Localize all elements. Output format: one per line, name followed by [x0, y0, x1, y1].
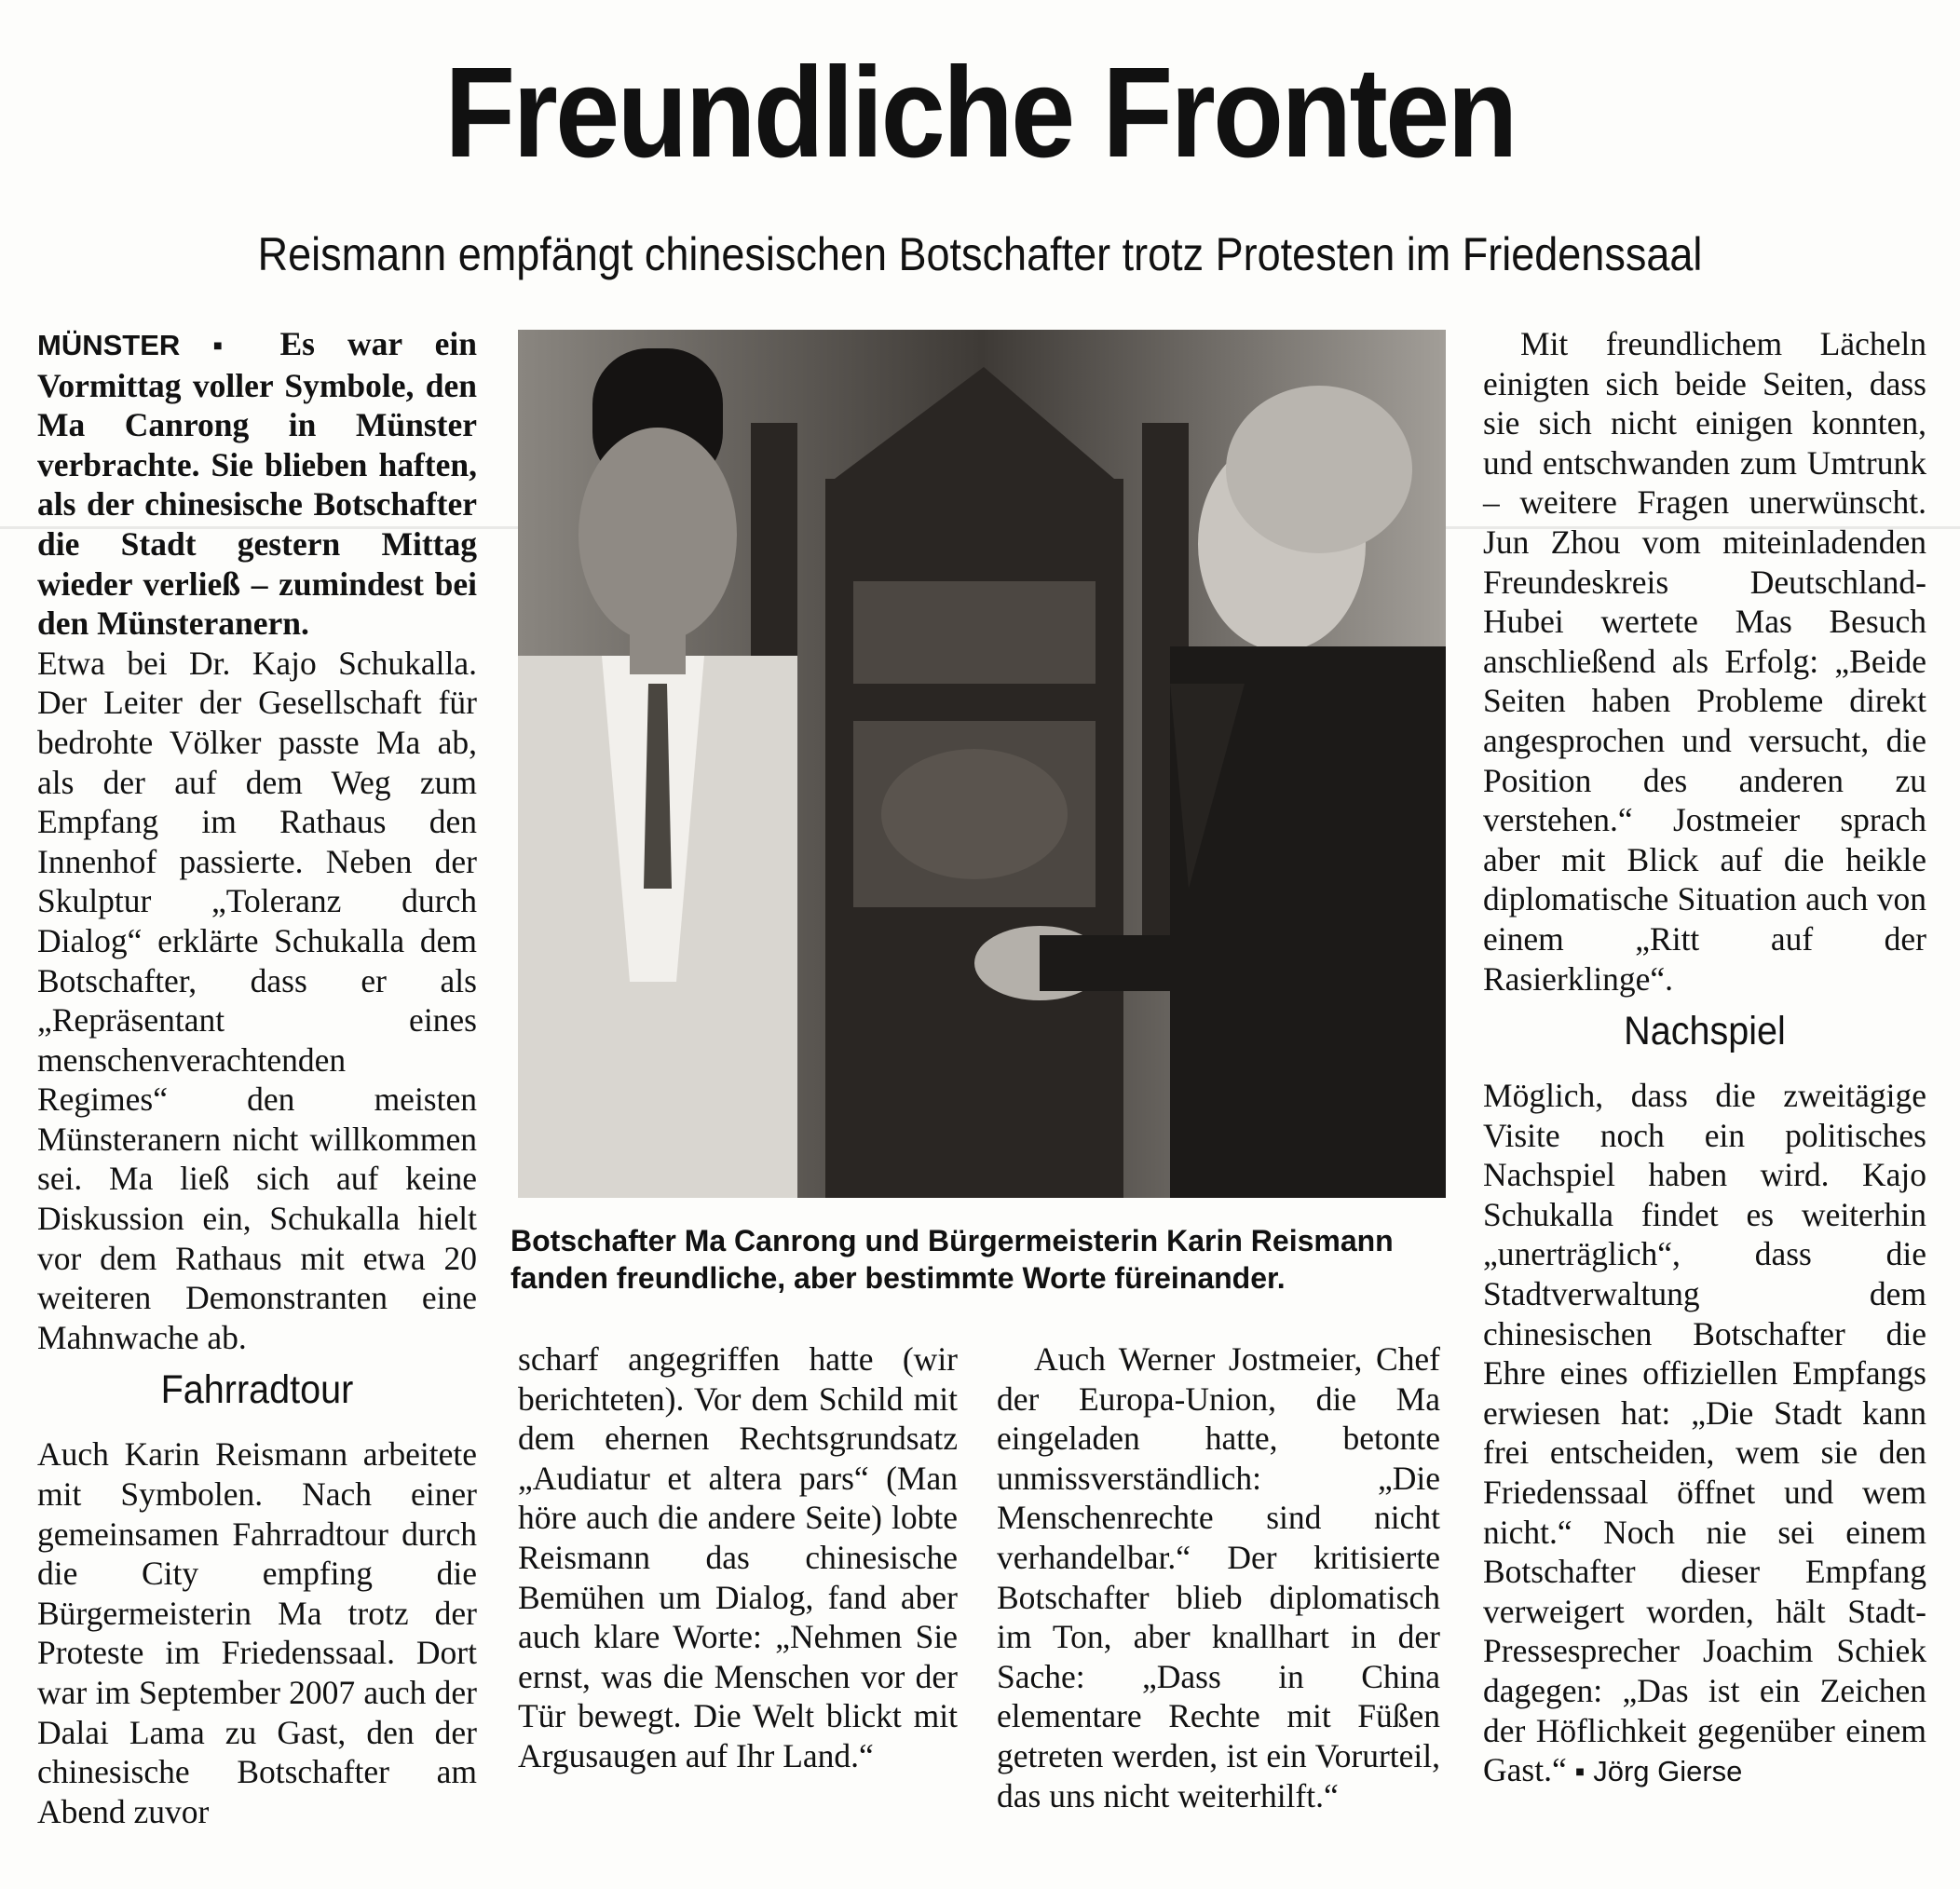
article-photo	[518, 330, 1446, 1198]
body-paragraph: Mit freundlichem Lächeln einigten sich beide Seiten, dass sie sich nicht einigen konnten, und entschwanden zum Umtrunk – weitere Fragen unerwünscht. Jun Zhou vom miteinladenden Freundeskreis Deutschland-Hubei wertete Mas Besuch anschließend als Erfolg: „Beide Seiten haben Probleme direkt angesprochen und versucht, die Position des anderen zu verstehen.“ Jostmeier sprach aber mit Blick auf die heikle diplomatische Situation auch von einem „Ritt auf der Rasierklinge“.	[1483, 325, 1926, 998]
body-text: Möglich, dass die zweitägige Visite noch ein politisches Nachspiel haben wird. Kajo Schukalla findet es weiterhin „unerträglich“, dass die Stadtverwaltung dem chinesischen Botschafter die Ehre eines offiziellen Empfangs erwiesen hat: „Die Stadt kann frei entscheiden, wem sie den Friedenssaal öffnet und wem nicht.“ Noch nie sei einem Botschafter dieser Empfang verweigert worden, hält Stadt-Pressesprecher Joachim Schiek dagegen: „Das ist ein Zeichen der Höflichkeit gegenüber einem Gast.“	[1483, 1077, 1926, 1789]
lead-paragraph	[37, 324, 477, 644]
dateline: MÜNSTER	[37, 329, 181, 361]
photo-illustration	[518, 330, 1446, 1198]
author-bullet-icon: ▪	[1574, 1755, 1594, 1788]
article-subheadline: Reismann empfängt chinesischen Botschafter trotz Protesten im Friedenssaal	[257, 228, 1703, 280]
column-2	[518, 1339, 958, 1776]
author-name: Jörg Gierse	[1593, 1755, 1743, 1788]
column-3	[997, 1339, 1440, 1815]
subtitle-fahrradtour: Fahrradtour	[160, 1367, 354, 1413]
body-paragraph	[1483, 1076, 1926, 1792]
article-headline: Freundliche Fronten	[444, 41, 1516, 184]
body-paragraph: scharf angegriffen hatte (wir berichteten). Vor dem Schild mit dem ehernen Rechtsgrundsatz „Audiatur et altera pars“ (Man höre auch die andere Seite) lobte Reismann das chinesische Bemühen um Dialog, fand aber auch klare Worte: „Nehmen Sie ernst, was die Menschen vor der Tür bewegt. Die Welt blickt mit Argusaugen auf Ihr Land.“	[518, 1340, 958, 1774]
dateline-bullet-icon: ▪	[212, 329, 280, 361]
body-paragraph: Auch Werner Jostmeier, Chef der Europa-Union, die Ma eingeladen hatte, betonte unmissverständlich: „Die Menschenrechte sind nicht verhandelbar.“ Der kritisierte Botschafter blieb diplomatisch im Ton, aber knallhart in der Sache: „Dass in China elementare Rechte mit Füßen getreten werden, ist ein Vorurteil, das uns nicht weiterhilft.“	[997, 1340, 1440, 1814]
body-paragraph: Auch Karin Reismann arbeitete mit Symbolen. Nach einer gemeinsamen Fahrradtour durch die City empfing die Bürgermeisterin Ma trotz der Proteste im Friedenssaal. Dort war im September 2007 auch der Dalai Lama zu Gast, den der chinesische Botschafter am Abend zuvor	[37, 1435, 477, 1830]
column-1	[37, 324, 477, 1831]
body-paragraph: Etwa bei Dr. Kajo Schukalla. Der Leiter der Gesellschaft für bedrohte Völker passte Ma ab, als der auf dem Weg zum Empfang im Rathaus den Innenhof passierte. Neben der Skulptur „Toleranz durch Dialog“ erklärte Schukalla dem Botschafter, dass er als „Repräsentant eines menschenverachtenden Regimes“ den meisten Münsteranern nicht willkommen sei. Ma ließ sich auf keine Diskussion ein, Schukalla hielt vor dem Rathaus mit etwa 20 weiteren Demonstranten eine Mahnwache ab.	[37, 644, 477, 1356]
subtitle-nachspiel: Nachspiel	[1624, 1009, 1786, 1054]
photo-caption: Botschafter Ma Canrong und Bürgermeisterin Karin Reismann fanden freundliche, aber bestimmte Worte füreinander.	[510, 1224, 1394, 1295]
column-4	[1483, 324, 1926, 1792]
lead-text: Es war ein Vormittag voller Symbole, den Ma Canrong in Münster verbrachte. Sie blieben haften, als der chinesische Botschafter die Stadt gestern Mittag wieder verließ – zumindest bei den Münsteranern.	[37, 325, 478, 643]
